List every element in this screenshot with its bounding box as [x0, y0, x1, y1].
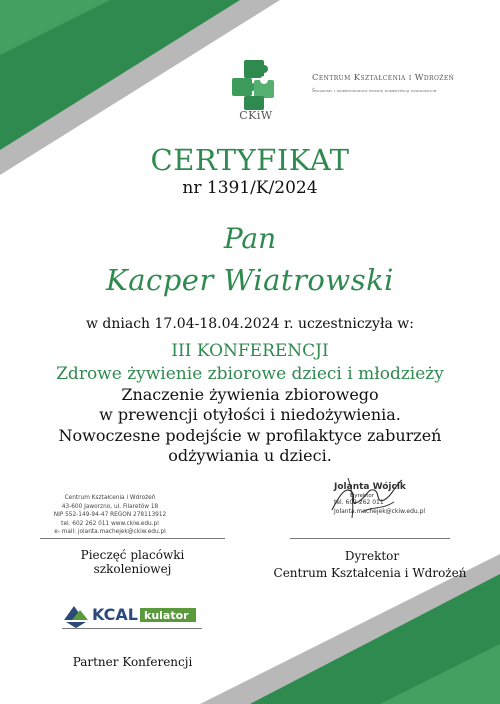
salutation: Pan — [223, 222, 277, 255]
director-stamp-role: Dyrektor — [350, 493, 374, 499]
topic-line: Znaczenie żywienia zbiorowego — [121, 385, 379, 404]
topic-line: Nowoczesne podejście w profilaktyce zaburzeń — [58, 426, 442, 445]
stamp-line: NIP 552-149-94-47 REGON 278113912 — [53, 512, 167, 519]
organization-tagline: Świadomy i ukierunkowany rozwój kompetencji zawodowych — [312, 89, 437, 94]
stamp-line: tel. 602 262 011 www.ckiw.edu.pl — [61, 520, 159, 527]
director-stamp-phone: tel. 602 262 011 — [334, 499, 384, 506]
certificate-number: nr 1391/K/2024 — [182, 178, 318, 198]
director-title: Dyrektor — [344, 549, 400, 563]
director-stamp-email: Jolanta.machejek@ckiw.edu.pl — [334, 507, 426, 515]
director-organization: Centrum Kształcenia i Wdrożeń — [273, 566, 467, 580]
logo-text: CKiW — [239, 109, 273, 122]
stamp-line: e- mail: jolanta.machejek@ckiw.edu.pl — [54, 529, 166, 536]
partner-line — [62, 628, 202, 629]
conference-title: III KONFERENCJI — [171, 341, 329, 361]
kcalkulator-logo — [62, 600, 202, 630]
stamp-caption: Pieczęć placówki szkoleniowej — [80, 548, 185, 576]
partner-logo-sub: kulator — [144, 609, 189, 622]
topic-line: w prewencji otyłości i niedożywienia. — [99, 405, 401, 424]
director-signature-line — [290, 538, 450, 539]
handwritten-signature — [322, 472, 412, 522]
stamp-signature-line — [40, 538, 225, 539]
partner-caption: Partner Konferencji — [72, 655, 193, 669]
stamp-line: 43-600 Jaworzno, ul. Filaretów 18 — [61, 503, 159, 510]
participation-dates: w dniach 17.04-18.04.2024 r. uczestniczyła w: — [85, 316, 414, 332]
partner-logo-main: KCAL — [92, 605, 138, 624]
topic-line: odżywiania u dzieci. — [168, 446, 332, 465]
organization-name: Centrum Kształcenia i Wdrożeń — [312, 73, 455, 83]
director-stamp-name: Jolanta Wójcik — [334, 482, 406, 492]
stamp-line: Centrum Kształcenia i Wdrożeń — [64, 495, 156, 501]
conference-theme: Zdrowe żywienie zbiorowe dzieci i młodzieży — [56, 364, 444, 384]
institution-stamp — [40, 494, 180, 537]
certificate-title: CERTYFIKAT — [150, 143, 350, 177]
recipient-name: Kacper Wiatrowski — [106, 263, 394, 297]
